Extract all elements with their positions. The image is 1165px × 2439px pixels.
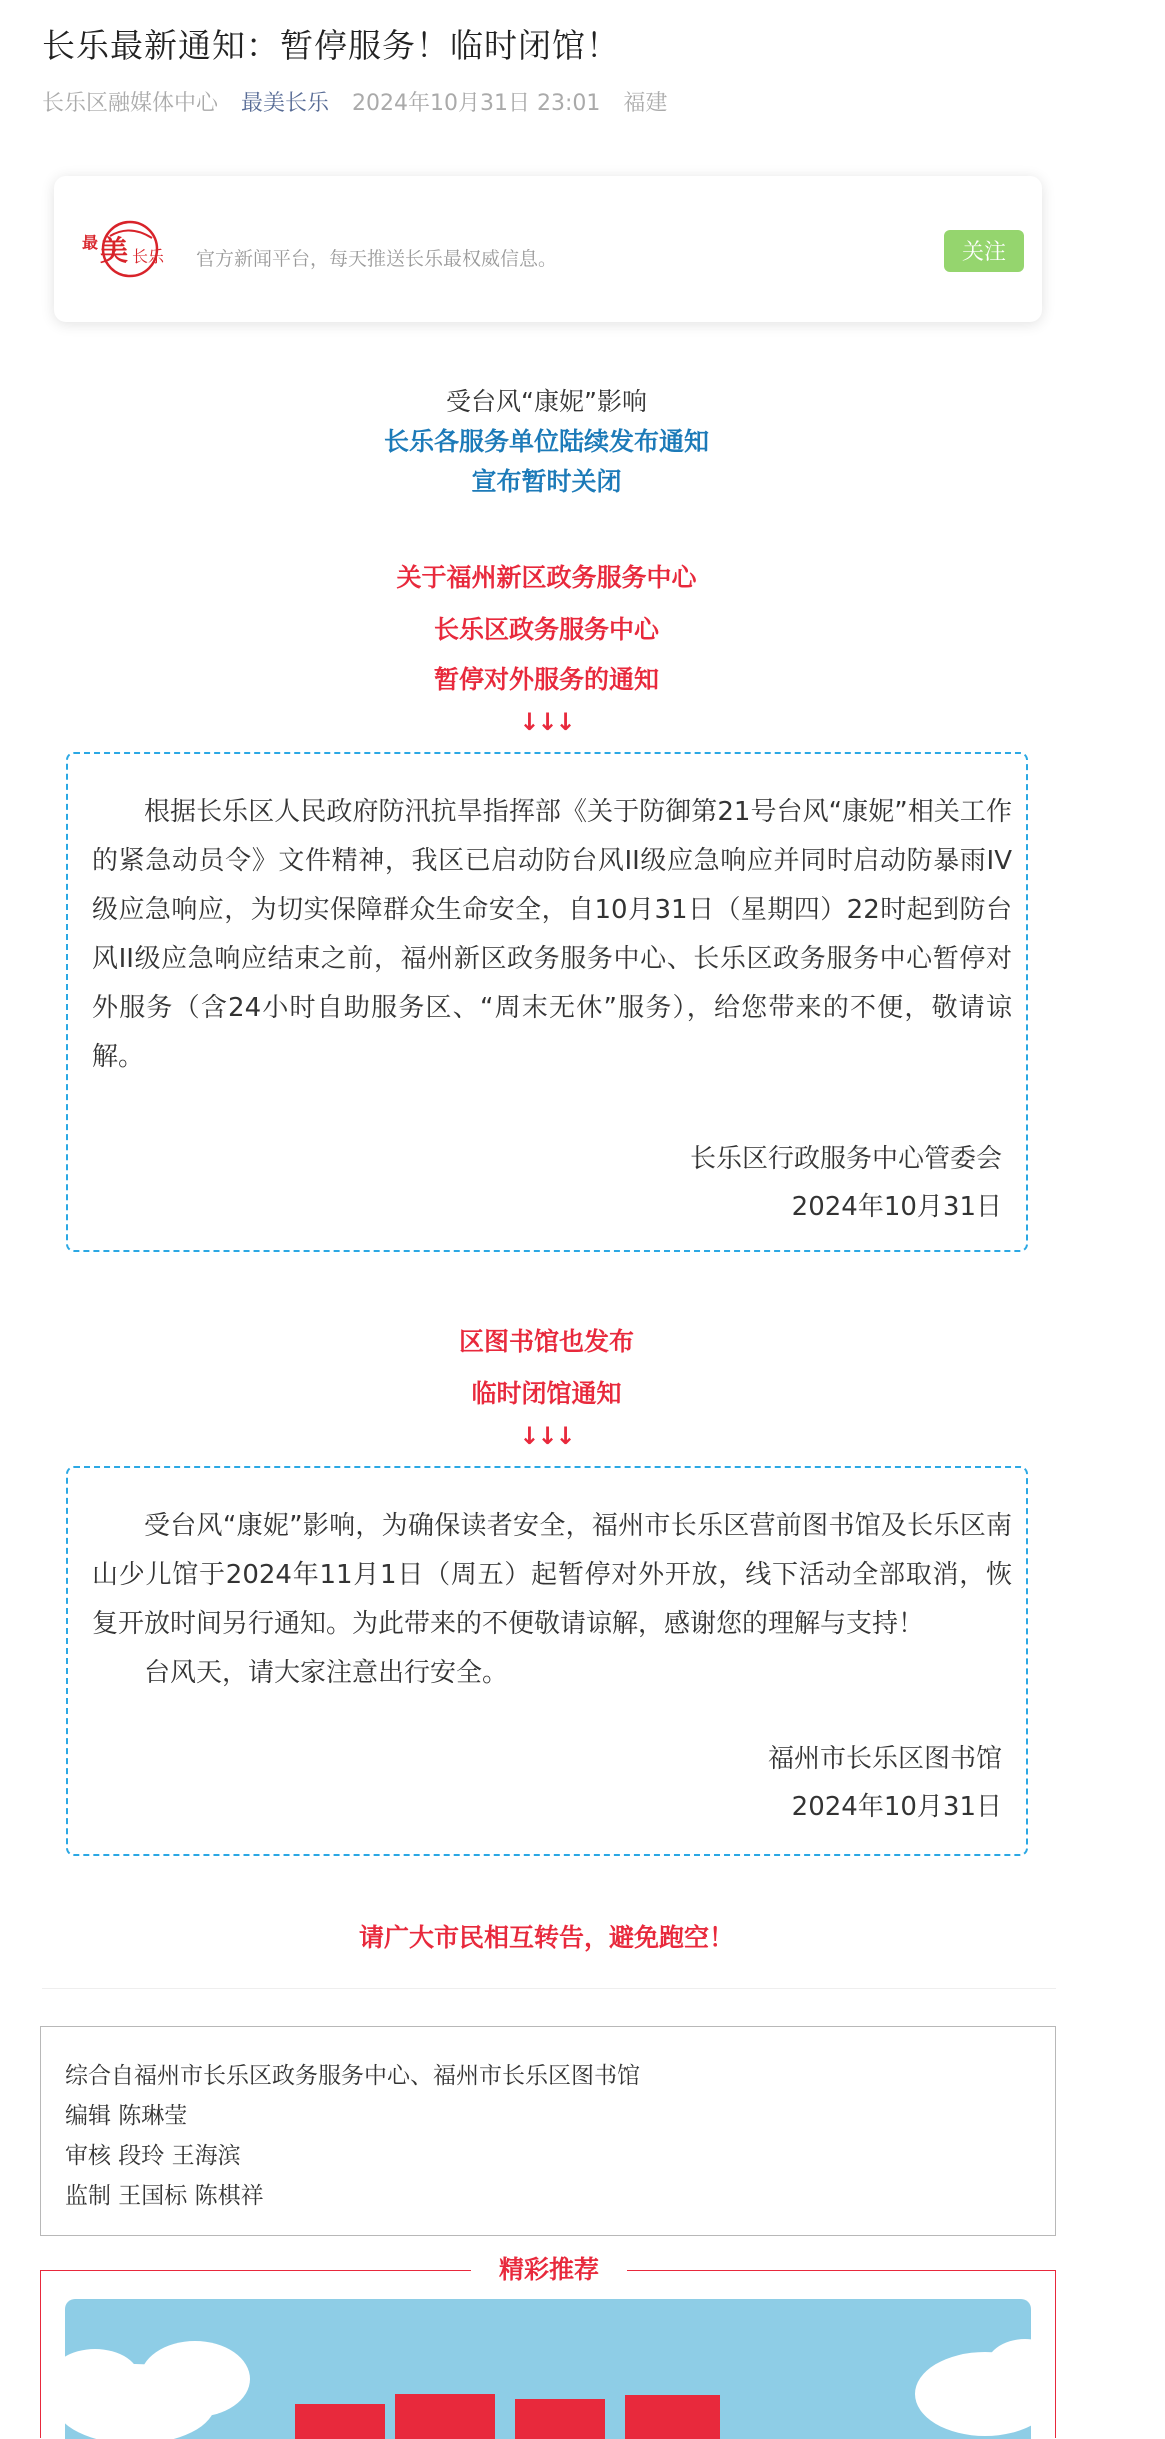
section1-heading-1: 关于福州新区政务服务中心 bbox=[396, 563, 697, 592]
notice-date-service-center: 2024年10月31日 bbox=[791, 1192, 1002, 1222]
notice-body-library-safety: 台风天，请大家注意出行安全。 bbox=[144, 1658, 509, 1688]
credit-supervisor: 监制 王国标 陈棋祥 bbox=[65, 2183, 264, 2209]
notice-date-library: 2024年10月31日 bbox=[791, 1792, 1002, 1822]
svg-text:最: 最 bbox=[82, 233, 99, 252]
intro-line-1: 受台风“康妮”影响 bbox=[446, 387, 647, 416]
follow-button[interactable]: 关注 bbox=[944, 230, 1024, 272]
content-divider bbox=[42, 1988, 1056, 1989]
intro-line-2: 长乐各服务单位陆续发布通知 bbox=[383, 427, 709, 456]
notice-signer-library: 福州市长乐区图书馆 bbox=[767, 1744, 1002, 1774]
credit-source: 综合自福州市长乐区政务服务中心、福州市长乐区图书馆 bbox=[65, 2063, 640, 2089]
notice-body-service-center: 根据长乐区人民政府防汛抗旱指挥部《关于防御第21号台风“康妮”相关工作的紧急动员令》文件精神，我区已启动防台风II级应急响应并同时启动防暴雨IV级应急响应，为切实保障群众生命安全，自10月31日（星期四）22时起到防台风II级应急响应结束之前，福州新区政务服务中心、长乐区政务服务中心暂停对外服务（含24小时自助服务区、“周末无休”服务），给您带来的不便，敬请谅解。 bbox=[92, 797, 1012, 1072]
profile-card[interactable] bbox=[54, 176, 1042, 322]
account-name-link[interactable]: 最美长乐 bbox=[241, 91, 330, 116]
section1-heading-3: 暂停对外服务的通知 bbox=[433, 665, 659, 694]
section1-heading-2: 长乐区政务服务中心 bbox=[433, 615, 659, 644]
section2-heading-2: 临时闭馆通知 bbox=[471, 1379, 622, 1408]
publish-datetime: 2024年10月31日 23:01 bbox=[352, 91, 601, 116]
notice-box-library bbox=[66, 1466, 1028, 1856]
svg-text:长乐: 长乐 bbox=[132, 247, 165, 266]
publish-location: 福建 bbox=[623, 91, 668, 116]
recommend-title: 精彩推荐 bbox=[471, 2255, 627, 2285]
intro-line-3: 宣布暂时关闭 bbox=[471, 467, 622, 496]
section2-arrows: ↓↓↓ bbox=[519, 1422, 574, 1450]
article-meta bbox=[42, 86, 683, 117]
credit-reviewer: 审核 段玲 王海滨 bbox=[65, 2143, 241, 2169]
recommend-section bbox=[40, 2255, 1056, 2438]
credit-editor: 编辑 陈琳莹 bbox=[65, 2103, 188, 2129]
profile-description: 官方新闻平台，每天推送长乐最权威信息。 bbox=[196, 248, 558, 270]
recommend-banner-image[interactable] bbox=[65, 2299, 1031, 2439]
svg-text:美: 美 bbox=[100, 234, 129, 267]
closing-reminder: 请广大市民相互转告，避免跑空！ bbox=[358, 1923, 734, 1952]
account-logo-icon bbox=[80, 216, 170, 282]
article-title: 长乐最新通知：暂停服务！临时闭馆！ bbox=[42, 26, 620, 65]
notice-box-service-center bbox=[66, 752, 1028, 1252]
cloud-icon bbox=[65, 2299, 1031, 2439]
notice-body-library: 受台风“康妮”影响，为确保读者安全，福州市长乐区营前图书馆及长乐区南山少儿馆于2024年11月1日（周五）起暂停对外开放，线下活动全部取消，恢复开放时间另行通知。为此带来的不便敬请谅解，感谢您的理解与支持！ bbox=[92, 1511, 1012, 1639]
section2-heading-1: 区图书馆也发布 bbox=[458, 1327, 634, 1356]
section1-arrows: ↓↓↓ bbox=[519, 708, 574, 736]
article-source: 长乐区融媒体中心 bbox=[42, 91, 219, 116]
credits-box bbox=[40, 2026, 1056, 2236]
notice-signer-service-center: 长乐区行政服务中心管委会 bbox=[689, 1144, 1002, 1174]
